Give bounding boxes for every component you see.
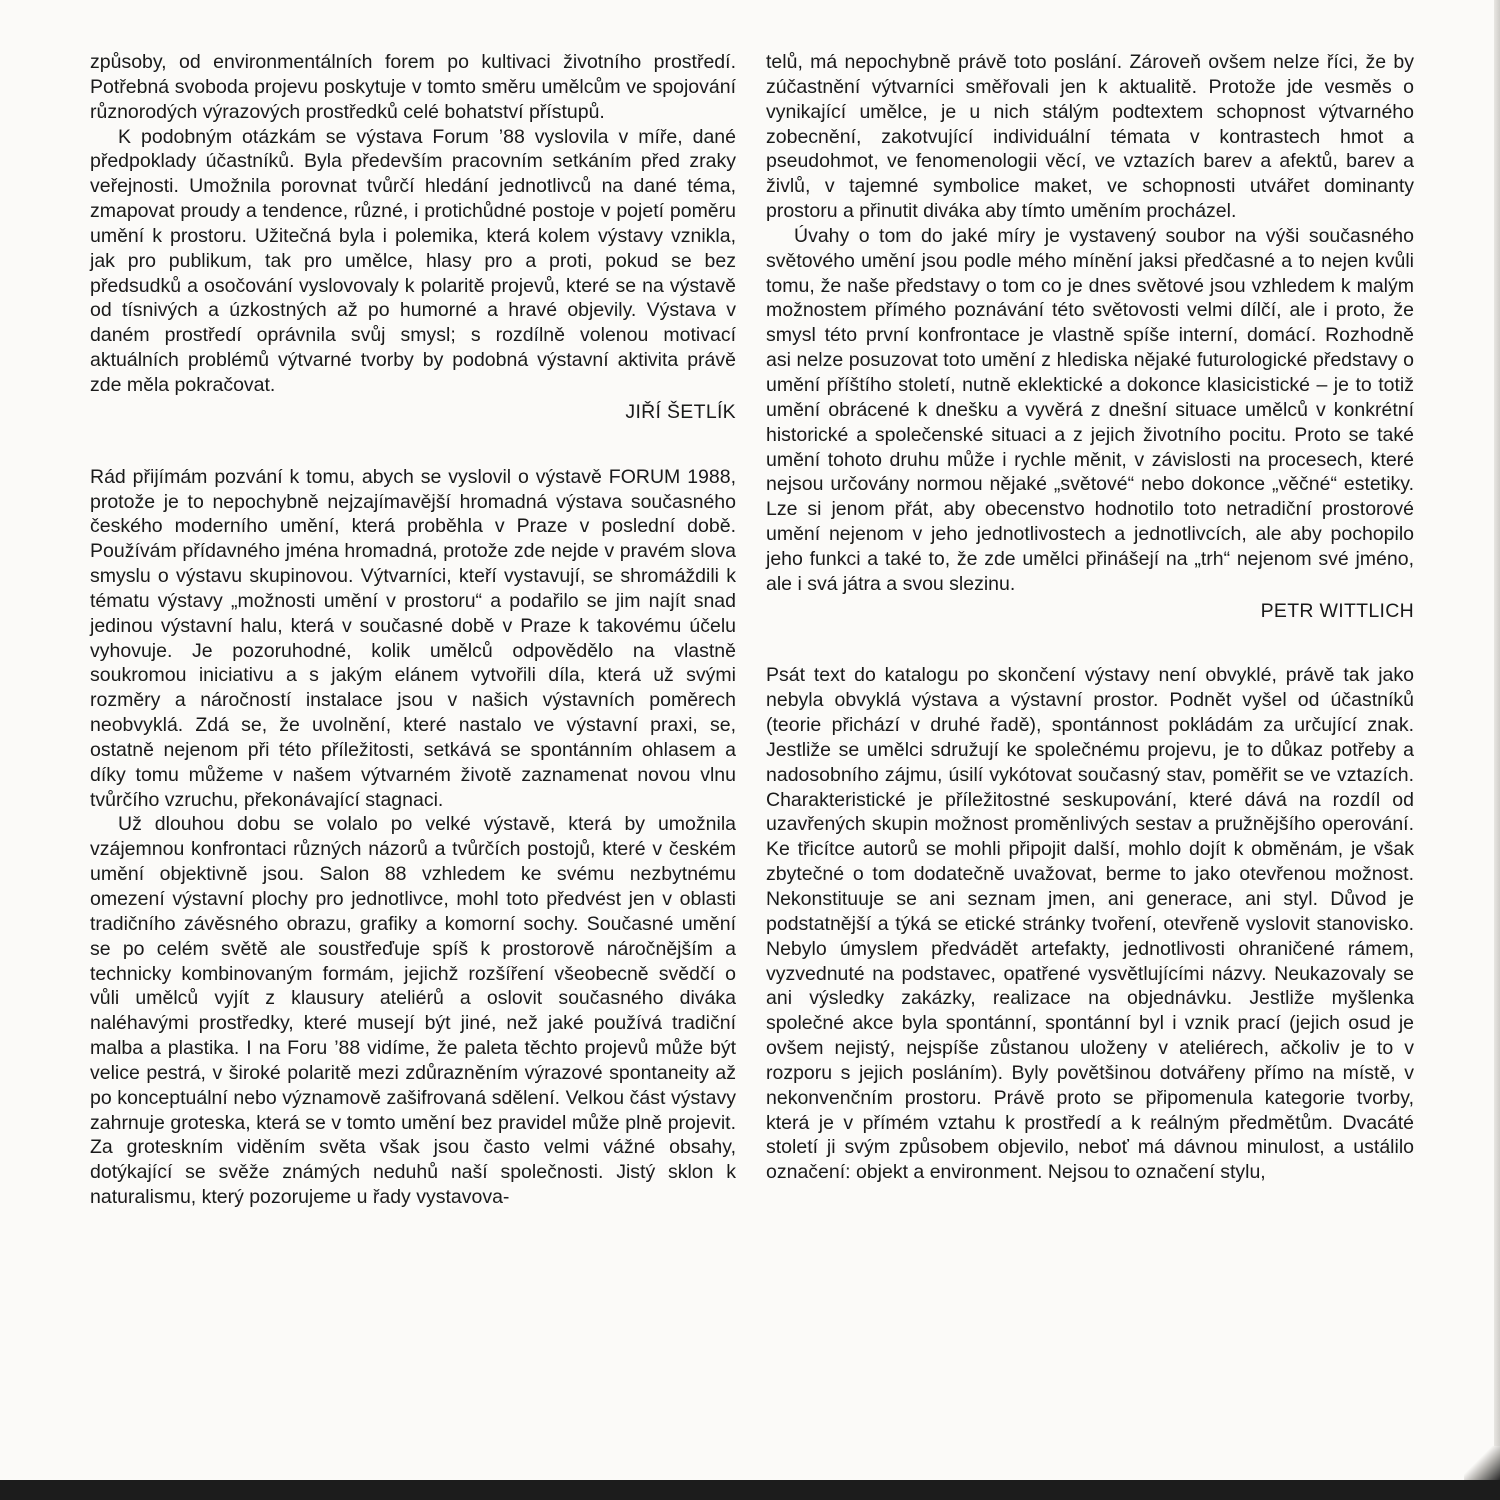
paragraph: Úvahy o tom do jaké míry je vystavený soubor na výši současného světového umění jsou podle mého mínění jaksi předčasné a to nejen kvůli tomu, že naše představy o tom co je dnes světové jsou vzhledem k malým možnostem přímého poznávání této světovosti velmi dílčí, ale i proto, že smysl této první konfrontace je vlastně spíše interní, domácí. Rozhodně asi nelze posuzovat toto umění z hlediska nějaké futurologické představy o umění příštího století, nutně eklektické a dokonce klasicistické – je to totiž umění obrácené k dnešku a vyvěrá z dnešní situace umělců v konkrétní historické a společenské situaci a z jejich životního pocitu. Proto se také umění tohoto druhu může i rychle měnit, v závislosti na procesech, které nejsou určovány normou nějaké „světové“ nebo dokonce „věčné“ estetiky. Lze si jenom přát, aby obecenstvo hodnotilo toto netradiční prostorové umění nejenom v jeho jednotlivostech a jednotlivcích, ale aby pochopilo jeho funkci a také to, že zde umělci přinášejí na „trh“ nejenom své jméno, ale i svá játra a svou slezinu. [766,224,1414,595]
left-column [90,50,736,1210]
paragraph: Psát text do katalogu po skončení výstavy není obvyklé, právě tak jako nebyla obvyklá výstava a výstavní prostor. Podnět vyšel od účastníků (teorie přichází v druhé řadě), spontánnost pokládám za určující znak. Jestliže se umělci sdružují ke společnému projevu, je to důkaz potřeby a nadosobního zájmu, úsilí vykótovat současný stav, poměřit se ve vztazích. Charakteristické je příležitostné seskupování, které dává na rozdíl od uzavřených skupin možnost proměnlivých sestav a pružnějšího operování. Ke třicítce autorů se mohli připojit další, mohlo dojít k obměnám, je však zbytečné o tom dodatečně uvažovat, berme to jako otevřenou možnost. Nekonstituuje se ani seznam jmen, ani generace, ani styl. Důvod je podstatnější a týká se etické stránky tvoření, otevřeně vyslovit stanovisko. Nebylo úmyslem předvádět artefakty, jednotlivosti ohraničené rámem, vyzvednuté na podstavec, opatřené vysvětlujícími názvy. Neukazovaly se ani výsledky zakázky, realizace na objednávku. Jestliže myšlenka společné akce byla spontánní, spontánní byl i vznik prací (jejich osud je ovšem nejistý, nejspíše zůstanou uloženy v ateliérech, ačkoliv je to v rozporu s jejich posláním). Byly povětšinou dotvářeny přímo na místě, v nekonvenčním prostoru. Právě proto se připomenula kategorie tvorby, která je v přímém vztahu k prostředí a k reálným předmětům. Dvacáté století ji svým způsobem objevilo, neboť má dávnou minulost, a ustálilo označení: objekt a environment. Nejsou to označení stylu, [766,664,1414,1184]
paragraph: K podobným otázkám se výstava Forum ’88 vyslovila v míře, dané předpoklady účastníků. Byla především pracovním setkáním před zraky veřejnosti. Umožnila porovnat tvůrčí hledání jednotlivců na dané téma, zmapovat proudy a tendence, různé, i protichůdné postoje v pojetí poměru umění k prostoru. Užitečná byla i polemika, která kolem výstavy vznikla, jak pro publikum, tak pro umělce, hlasy pro a proti, pokud se bez předsudků a osočování vyslovovaly k polaritě projevů, které se na výstavě od tísnivých a úzkostných až po humorné a hravé objevily. Výstava v daném prostředí oprávnila svůj smysl; s rozdílně volenou motivací aktuálních problémů výtvarné tvorby by podobná výstavní aktivita právě zde měla pokračovat. [90,125,736,396]
author-signature: JIŘÍ ŠETLÍK [625,400,736,423]
paragraph: Rád přijímám pozvání k tomu, abych se vyslovil o výstavě FORUM 1988, protože je to nepochybně nejzajímavější hromadná výstava současného českého moderního umění, která proběhla v Praze v poslední době. Používám přídavného jména hromadná, protože zde nejde v pravém slova smyslu o výstavu skupinovou. Výtvarníci, kteří vystavují, se shromáždili k tématu výstavy „možnosti umění v prostoru“ a podařilo se jim najít snad jedinou výstavní halu, která v současné době v Praze k takovému účelu vyhovuje. Je pozoruhodné, kolik umělců odpovědělo na vlastně soukromou iniciativu a s jakým elánem vytvořili díla, která už svými rozměry a náročností instalace jsou v našich výstavních poměrech neobvyklá. Zdá se, že uvolnění, které nastalo ve výstavní praxi, se, ostatně nejenom při této příležitosti, setkává se spontánním ohlasem a díky tomu můžeme v našem výtvarném životě zaznamenat novou vlnu tvůrčího vzruchu, překonávající stagnaci. [90,465,736,811]
page-corner [1464,1446,1500,1480]
paragraph: telů, má nepochybně právě toto poslání. Zároveň ovšem nelze říci, že by zúčastnění výtvarníci směřovali jen k aktualitě. Protože jde vesměs o vynikající umělce, je u nich stálým podtextem schopnost výtvarného zobecnění, zakotvující individuální témata v kontrastech hmot a pseudohmot, ve fenomenologii věcí, ve vztazích barev a afektů, barev a živlů, v tajemné symbolice maket, ve schopnosti utvářet dominanty prostoru a přinutit diváka aby tímto uměním procházel. [766,51,1414,223]
right-column [766,50,1414,1185]
page-edge [1494,0,1500,1480]
scan-border [0,1480,1500,1500]
author-signature: PETR WITTLICH [1260,599,1414,622]
paragraph: Už dlouhou dobu se volalo po velké výstavě, která by umožnila vzájemnou konfrontaci různých názorů a tvůrčích postojů, které v českém umění objektivně jsou. Salon 88 vzhledem ke svému nezbytnému omezení výstavní plochy pro jednotlivce, mohl toto předvést jen v oblasti tradičního závěsného obrazu, grafiky a komorní sochy. Současné umění se po celém světě ale soustřeďuje spíš k prostorově náročnějším a technicky kombinovaným formám, jejichž rozšíření všeobecně svědčí o vůli umělců vyjít z klausury ateliérů a oslovit současného diváka naléhavými prostředky, které musejí být jiné, než jaké používá tradiční malba a plastika. I na Foru ’88 vidíme, že paleta těchto projevů může být velice pestrá, v široké polaritě mezi zdůrazněním výrazové spontaneity až po konceptuální nebo významově zašifrovaná sdělení. Velkou část výstavy zahrnuje groteska, která se v tomto umění bez pravidel může plně projevit. Za groteskním viděním světa však jsou často velmi vážné obsahy, dotýkající se svěže známých neduhů naší společnosti. Jistý sklon k naturalismu, který pozorujeme u řady vystavova- [90,813,736,1209]
paragraph: způsoby, od environmentálních forem po kultivaci životního prostředí. Potřebná svoboda projevu poskytuje v tomto směru umělcům ve spojování různorodých výrazových prostředků celé bohatství přístupů. [90,51,736,123]
